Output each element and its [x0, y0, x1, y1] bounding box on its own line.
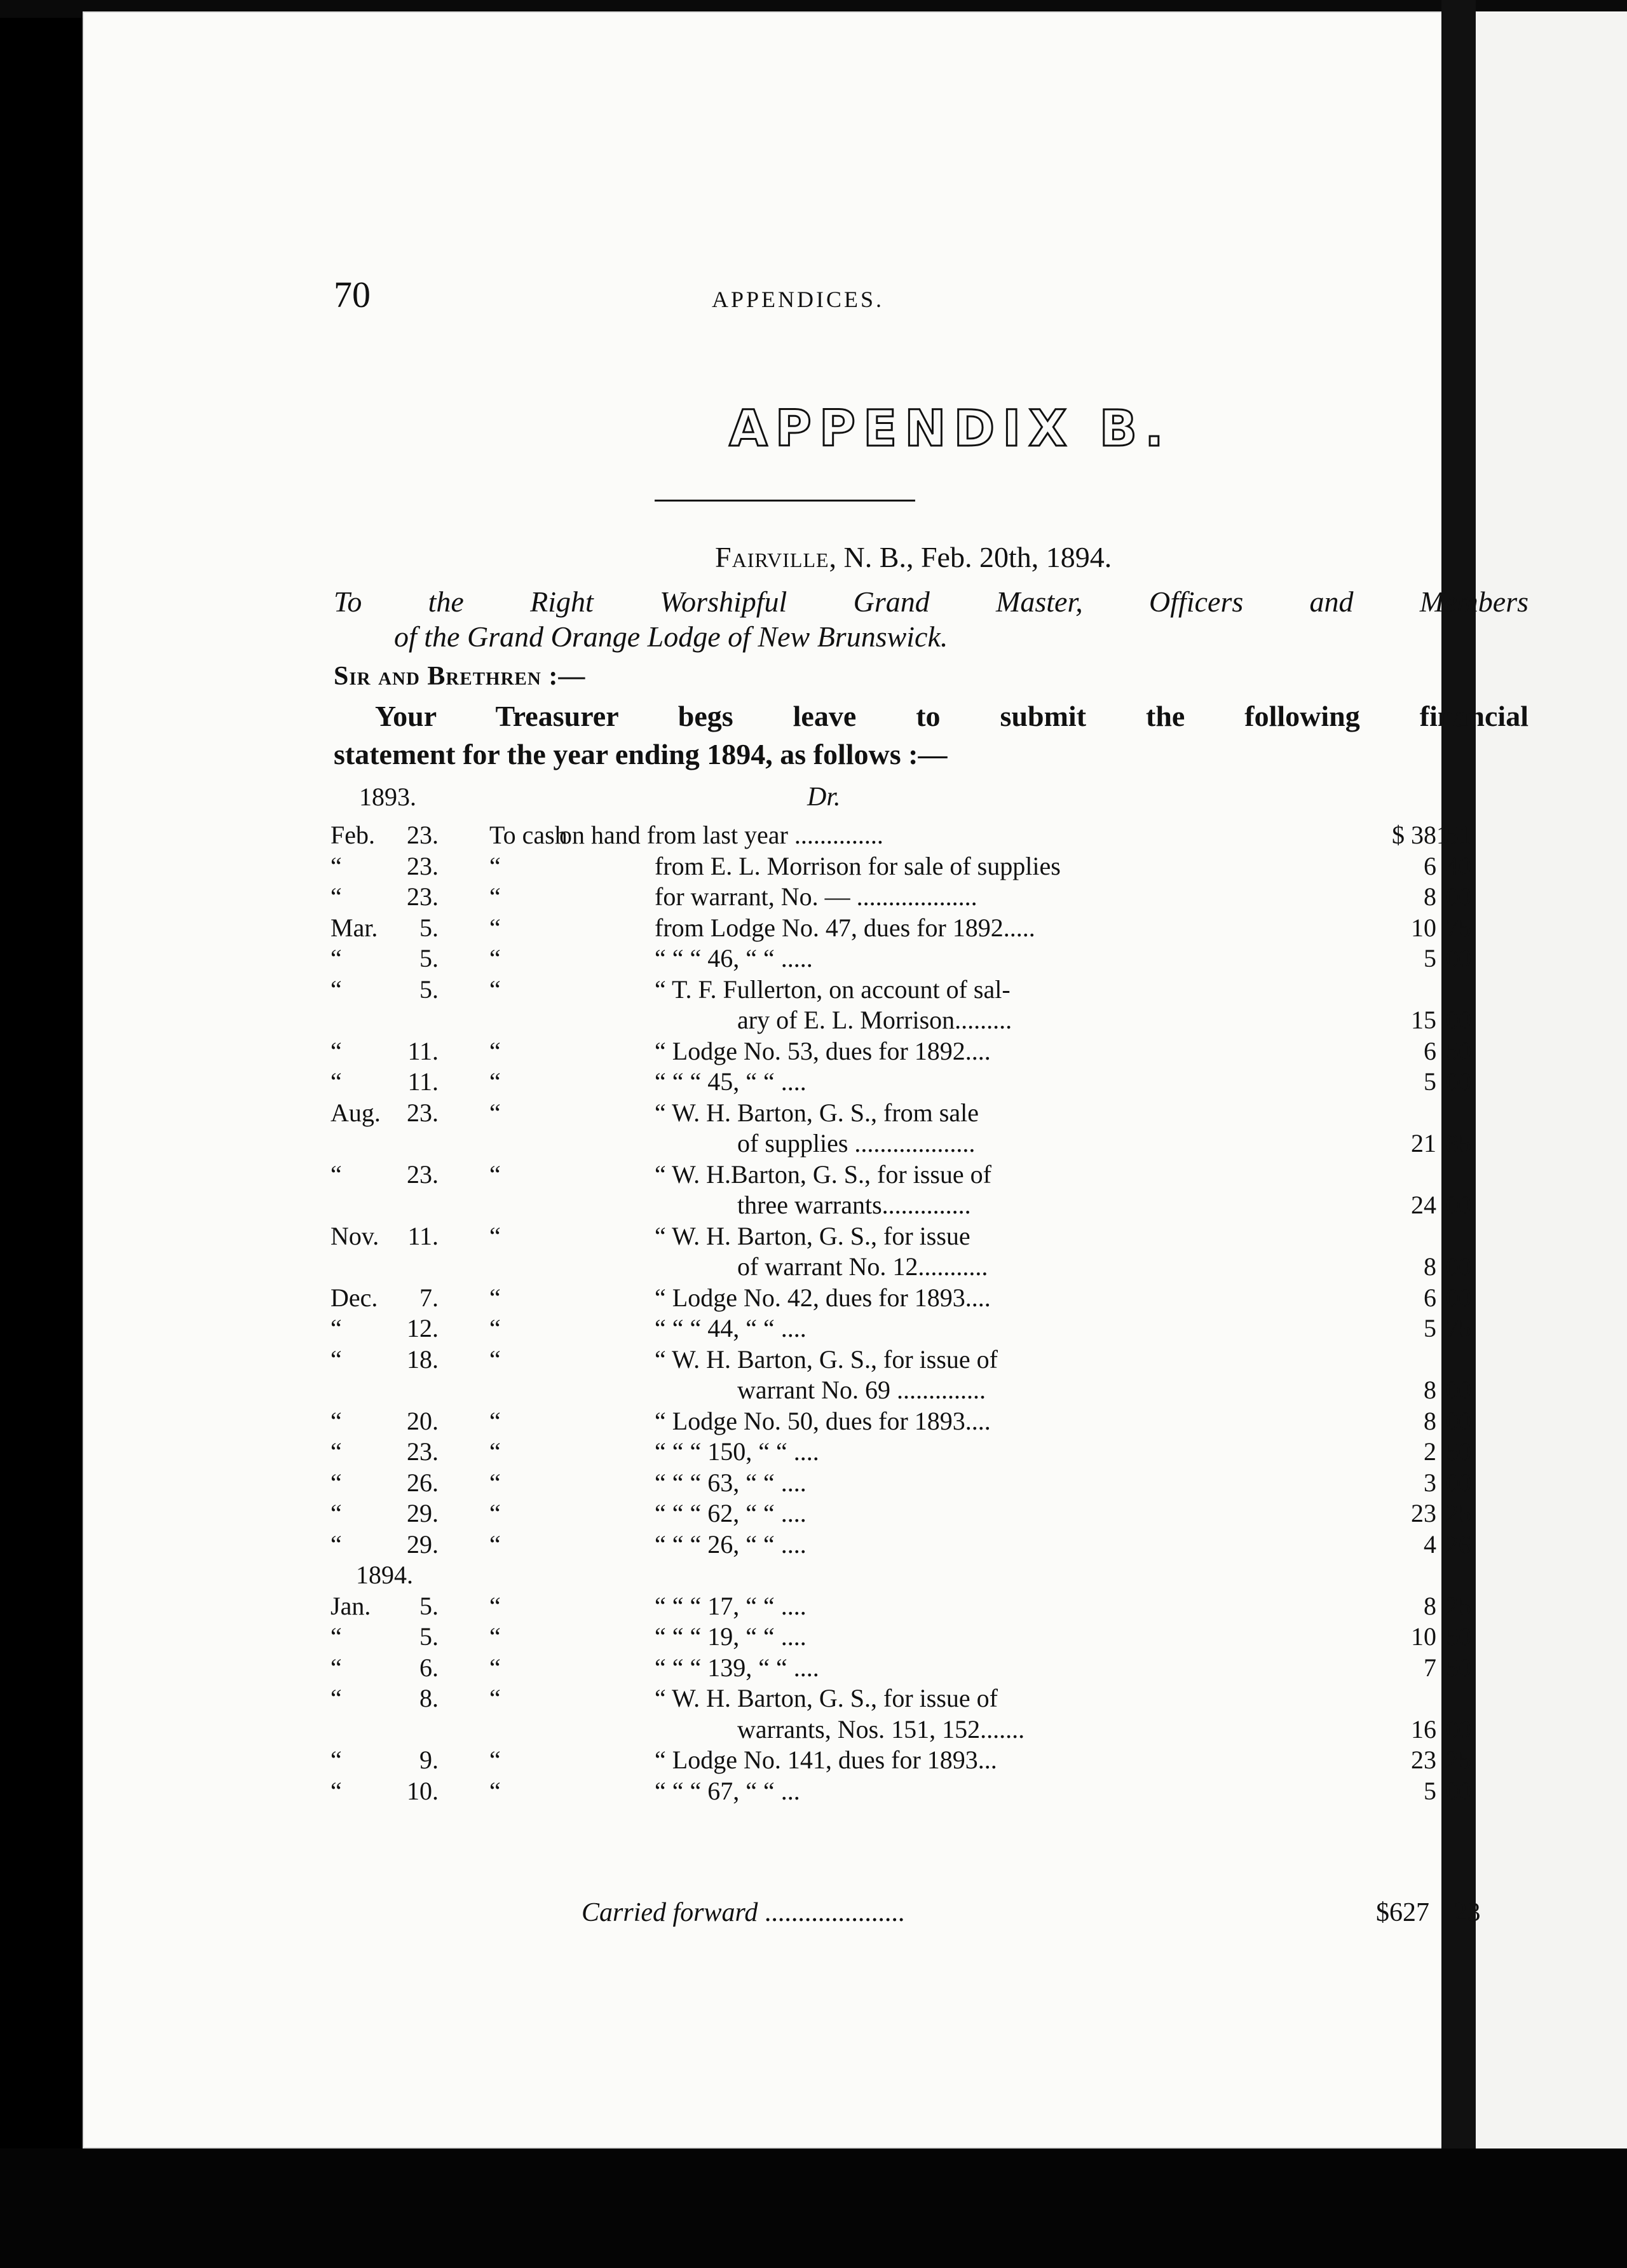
entry-prefix: “: [489, 1684, 501, 1712]
entry-prefix: “: [489, 1036, 501, 1065]
ledger-row: [248, 1005, 1471, 1036]
ledger-row: [248, 851, 1471, 882]
entry-month: “: [330, 1622, 342, 1651]
carried-forward-amount: [1376, 1897, 1481, 1928]
entry-month: “: [330, 1437, 342, 1466]
entry-prefix: “: [489, 1653, 501, 1682]
entry-day: 5.: [419, 944, 439, 973]
ledger-row: [248, 1252, 1471, 1283]
entry-dollars: 7: [1424, 1653, 1436, 1682]
entry-description: “ Lodge No. 53, dues for 1892....: [655, 1036, 991, 1065]
entry-prefix: To cash: [489, 821, 568, 849]
ledger-row: [248, 1159, 1455, 1191]
dateline-place: Fairville: [715, 541, 829, 573]
entry-dollars: 15: [1411, 1006, 1436, 1034]
page-content: [248, 273, 1528, 1927]
entry-cents: 25: [1446, 1499, 1471, 1527]
ledger-row: [248, 943, 1471, 974]
ledger-row: [248, 1190, 1471, 1221]
entry-prefix: “: [489, 1221, 501, 1250]
entry-description: of supplies ...................: [737, 1129, 976, 1158]
ledger-row: [248, 1098, 1455, 1129]
entry-month: “: [330, 1684, 342, 1712]
entry-month: “: [330, 944, 342, 973]
ledger-row: [248, 820, 1471, 851]
entry-description: “ “ “ 67, “ “ ...: [655, 1776, 800, 1805]
entry-dollars: 2: [1424, 1437, 1436, 1466]
entry-day: 5.: [419, 1591, 439, 1620]
entry-dollars: 8: [1424, 1252, 1436, 1281]
entry-day: 8.: [419, 1684, 439, 1712]
ledger-row: [248, 1745, 1471, 1776]
entry-prefix: “: [489, 1098, 501, 1127]
entry-description: from Lodge No. 47, dues for 1892.....: [655, 913, 1035, 942]
ledger-row: [248, 1128, 1471, 1159]
entry-month: Aug.: [330, 1098, 381, 1127]
entry-cents: 25: [1446, 1591, 1471, 1620]
entry-dollars: 6: [1424, 851, 1436, 880]
entry-cents: 25: [1446, 1745, 1471, 1774]
address-line-2: of the Grand Orange Lodge of New Brunswick.: [394, 620, 948, 653]
ledger-row: [248, 1714, 1471, 1745]
entry-prefix: “: [489, 1499, 501, 1527]
entry-day: 7.: [419, 1283, 439, 1312]
entry-description: “ “ “ 26, “ “ ....: [655, 1529, 807, 1559]
intro-line-1: Your Treasurer begs leave to submit the following financial: [375, 700, 1528, 732]
entry-description: “ Lodge No. 42, dues for 1893....: [655, 1283, 991, 1312]
entry-description: “ “ “ 63, “ “ ....: [655, 1468, 807, 1497]
running-header: [248, 273, 1297, 318]
entry-dollars: $ 381: [1392, 821, 1449, 849]
entry-cents: 85: [1446, 1129, 1471, 1158]
entry-prefix: “: [489, 944, 501, 973]
entry-cents: 40: [1446, 851, 1471, 880]
entry-cents: 50: [1446, 1437, 1471, 1466]
year-heading-1893: 1893.: [359, 782, 416, 811]
entry-prefix: “: [489, 882, 501, 911]
entry-month: “: [330, 974, 342, 1004]
entry-cents: 00: [1446, 1191, 1471, 1219]
dateline: [715, 540, 1112, 574]
entry-cents: 50: [1446, 1653, 1471, 1682]
entry-prefix: “: [489, 1314, 501, 1342]
entry-cents: 00: [1446, 1283, 1471, 1312]
ledger-row: [248, 1283, 1471, 1314]
entry-dollars: 5: [1424, 1314, 1436, 1342]
entry-description: warrant No. 69 ..............: [737, 1376, 986, 1404]
ledger-row: [248, 1406, 1471, 1437]
entry-month: “: [330, 1344, 342, 1374]
entry-cents: 00: [1446, 882, 1471, 911]
entry-month: Feb.: [330, 821, 375, 849]
entry-day: 9.: [419, 1745, 439, 1774]
entry-description: from E. L. Morrison for sale of supplies: [655, 851, 1061, 880]
entry-prefix: “: [489, 1283, 501, 1312]
entry-day: 26.: [407, 1468, 439, 1497]
entry-month: “: [330, 1776, 342, 1805]
entry-dollars: 10: [1411, 913, 1436, 942]
ledger-row: [248, 1375, 1471, 1406]
carried-forward-dollars: $627: [1376, 1898, 1429, 1927]
entry-day: 18.: [407, 1344, 439, 1374]
entry-day: 6.: [419, 1653, 439, 1682]
entry-dollars: 23: [1411, 1499, 1436, 1527]
entry-month: “: [330, 1653, 342, 1682]
entry-prefix: “: [489, 1529, 501, 1559]
ledger-row: [248, 1344, 1455, 1376]
entry-cents: 00: [1446, 1376, 1471, 1404]
entry-day: 5.: [419, 1622, 439, 1651]
entry-description: “ “ “ 62, “ “ ....: [655, 1499, 807, 1527]
entry-month: “: [330, 851, 342, 880]
entry-dollars: 8: [1424, 1406, 1436, 1435]
salutation: Sir and Brethren :—: [334, 662, 586, 691]
entry-month: “: [330, 1499, 342, 1527]
entry-month: “: [330, 1314, 342, 1342]
year-heading-1894: 1894.: [356, 1561, 413, 1589]
entry-day: 23.: [407, 821, 439, 849]
entry-day: 11.: [407, 1067, 439, 1096]
ledger-row: [248, 882, 1471, 913]
entry-description: of warrant No. 12...........: [737, 1252, 988, 1281]
entry-description: “ “ “ 44, “ “ ....: [655, 1314, 807, 1342]
entry-cents: 51: [1446, 821, 1471, 849]
entry-description: three warrants..............: [737, 1191, 971, 1219]
entry-dollars: 5: [1424, 944, 1436, 973]
entry-description: “ T. F. Fullerton, on account of sal-: [655, 974, 1011, 1004]
ledger-row: [248, 974, 1455, 1006]
entry-day: 29.: [407, 1529, 439, 1559]
entry-cents: 26: [1446, 1529, 1471, 1559]
entry-dollars: 10: [1411, 1622, 1436, 1651]
ledger-row: [248, 1529, 1471, 1561]
entry-cents: 00: [1446, 1406, 1471, 1435]
entry-day: 23.: [407, 882, 439, 911]
address-line-1: To the Right Worshipful Grand Master, Officers and Members: [334, 585, 1528, 618]
entry-description: “ “ “ 19, “ “ ....: [655, 1622, 807, 1651]
entry-prefix: “: [489, 851, 501, 880]
entry-month: Dec.: [330, 1283, 378, 1312]
entry-dollars: 24: [1411, 1191, 1436, 1219]
entry-dollars: 8: [1424, 882, 1436, 911]
entry-dollars: 23: [1411, 1745, 1436, 1774]
entry-prefix: “: [489, 1468, 501, 1497]
entry-dollars: 6: [1424, 1283, 1436, 1312]
entry-cents: 00: [1446, 1468, 1471, 1497]
entry-cents: 00: [1446, 1252, 1471, 1281]
entry-month: “: [330, 1745, 342, 1774]
entry-description: “ Lodge No. 50, dues for 1893....: [655, 1406, 991, 1435]
entry-description: ary of E. L. Morrison.........: [737, 1006, 1012, 1034]
entry-month: Mar.: [330, 913, 378, 942]
entry-month: Nov.: [330, 1221, 379, 1250]
entry-description: “ “ “ 45, “ “ ....: [655, 1067, 807, 1096]
entry-day: 11.: [407, 1221, 439, 1250]
entry-prefix: “: [489, 1067, 501, 1096]
entry-cents: 00: [1446, 1006, 1471, 1034]
ledger-row: [248, 1653, 1471, 1684]
entry-cents: 50: [1446, 1622, 1471, 1651]
entry-prefix: “: [489, 1591, 501, 1620]
ledger-table: [248, 820, 1471, 1807]
debit-heading: Dr.: [807, 782, 841, 812]
ledger-row: [248, 1468, 1471, 1499]
entry-prefix: “: [489, 974, 501, 1004]
entry-prefix: “: [489, 1344, 501, 1374]
ledger-row: [248, 1591, 1471, 1622]
entry-dollars: 21: [1411, 1129, 1436, 1158]
appendix-title: APPENDIX B.: [729, 400, 1171, 458]
entry-description: “ W. H. Barton, G. S., for issue: [655, 1221, 970, 1250]
entry-dollars: 8: [1424, 1376, 1436, 1404]
facing-page-edge: [1476, 11, 1627, 2148]
page-number: 70: [334, 274, 371, 315]
entry-description: warrants, Nos. 151, 152.......: [737, 1714, 1025, 1744]
entry-month: “: [330, 1036, 342, 1065]
intro-line-2: statement for the year ending 1894, as follows :—: [334, 738, 948, 770]
entry-dollars: 5: [1424, 1776, 1436, 1805]
entry-description: “ W. H. Barton, G. S., for issue of: [655, 1684, 998, 1712]
entry-description: “ “ “ 150, “ “ ....: [655, 1437, 819, 1466]
entry-prefix: “: [489, 1745, 501, 1774]
entry-day: 20.: [407, 1406, 439, 1435]
ledger-row: [248, 1683, 1455, 1714]
ledger-row: [248, 913, 1471, 944]
ledger-row: [248, 1036, 1471, 1067]
entry-description: on hand from last year ..............: [559, 821, 883, 849]
entry-prefix: “: [489, 1622, 501, 1651]
entry-description: “ W. H. Barton, G. S., for issue of: [655, 1344, 998, 1374]
entry-cents: 75: [1446, 1314, 1471, 1342]
entry-cents: 00: [1446, 1714, 1471, 1744]
entry-dollars: 5: [1424, 1067, 1436, 1096]
entry-day: 23.: [407, 1098, 439, 1127]
ledger-row: [248, 1498, 1471, 1529]
entry-cents: 00: [1446, 944, 1471, 973]
entry-dollars: 16: [1411, 1714, 1436, 1744]
entry-day: 29.: [407, 1499, 439, 1527]
entry-prefix: “: [489, 1776, 501, 1805]
entry-cents: 00: [1446, 1776, 1471, 1805]
running-title: APPENDICES.: [712, 287, 885, 312]
entry-description: “ “ “ 139, “ “ ....: [655, 1653, 819, 1682]
carried-forward-dots: .....................: [758, 1898, 905, 1927]
entry-description: “ “ “ 17, “ “ ....: [655, 1591, 807, 1620]
entry-day: 23.: [407, 1437, 439, 1466]
entry-day: 5.: [419, 913, 439, 942]
entry-day: 11.: [407, 1036, 439, 1065]
carried-forward-cents: 23: [1453, 1898, 1481, 1927]
entry-month: “: [330, 1159, 342, 1189]
carried-forward-label: Carried forward: [582, 1898, 758, 1927]
entry-prefix: “: [489, 1437, 501, 1466]
entry-day: 10.: [407, 1776, 439, 1805]
entry-month: “: [330, 1067, 342, 1096]
entry-dollars: 3: [1424, 1468, 1436, 1497]
entry-prefix: “: [489, 913, 501, 942]
entry-description: “ W. H.Barton, G. S., for issue of: [655, 1159, 991, 1189]
ledger-row: [248, 1776, 1471, 1807]
entry-day: 12.: [407, 1314, 439, 1342]
entry-description: for warrant, No. — ...................: [655, 882, 977, 911]
entry-day: 5.: [419, 974, 439, 1004]
entry-month: Jan.: [330, 1591, 371, 1620]
entry-month: “: [330, 1468, 342, 1497]
ledger-row: [248, 1437, 1471, 1468]
ledger-row: [248, 1313, 1471, 1344]
entry-prefix: “: [489, 1406, 501, 1435]
dateline-date: , N. B., Feb. 20th, 1894.: [829, 541, 1112, 573]
title-rule: [655, 500, 915, 502]
ledger-row: [248, 1067, 1471, 1098]
entry-description: “ “ “ 46, “ “ .....: [655, 944, 813, 973]
entry-description: “ Lodge No. 141, dues for 1893...: [655, 1745, 997, 1774]
ledger-row: [248, 1221, 1455, 1252]
entry-prefix: “: [489, 1159, 501, 1189]
entry-day: 23.: [407, 851, 439, 880]
entry-month: “: [330, 1529, 342, 1559]
entry-cents: 00: [1446, 1067, 1471, 1096]
entry-description: “ W. H. Barton, G. S., from sale: [655, 1098, 979, 1127]
scan-border-bottom: [0, 2148, 1627, 2268]
ledger-row: [248, 1560, 1455, 1591]
entry-dollars: 4: [1424, 1529, 1436, 1559]
carried-forward: [582, 1897, 904, 1928]
ledger-row: [248, 1622, 1471, 1653]
entry-cents: 50: [1446, 1036, 1471, 1065]
entry-cents: 75: [1446, 913, 1471, 942]
entry-month: “: [330, 1406, 342, 1435]
entry-month: “: [330, 882, 342, 911]
entry-day: 23.: [407, 1159, 439, 1189]
entry-dollars: 8: [1424, 1591, 1436, 1620]
entry-dollars: 6: [1424, 1036, 1436, 1065]
